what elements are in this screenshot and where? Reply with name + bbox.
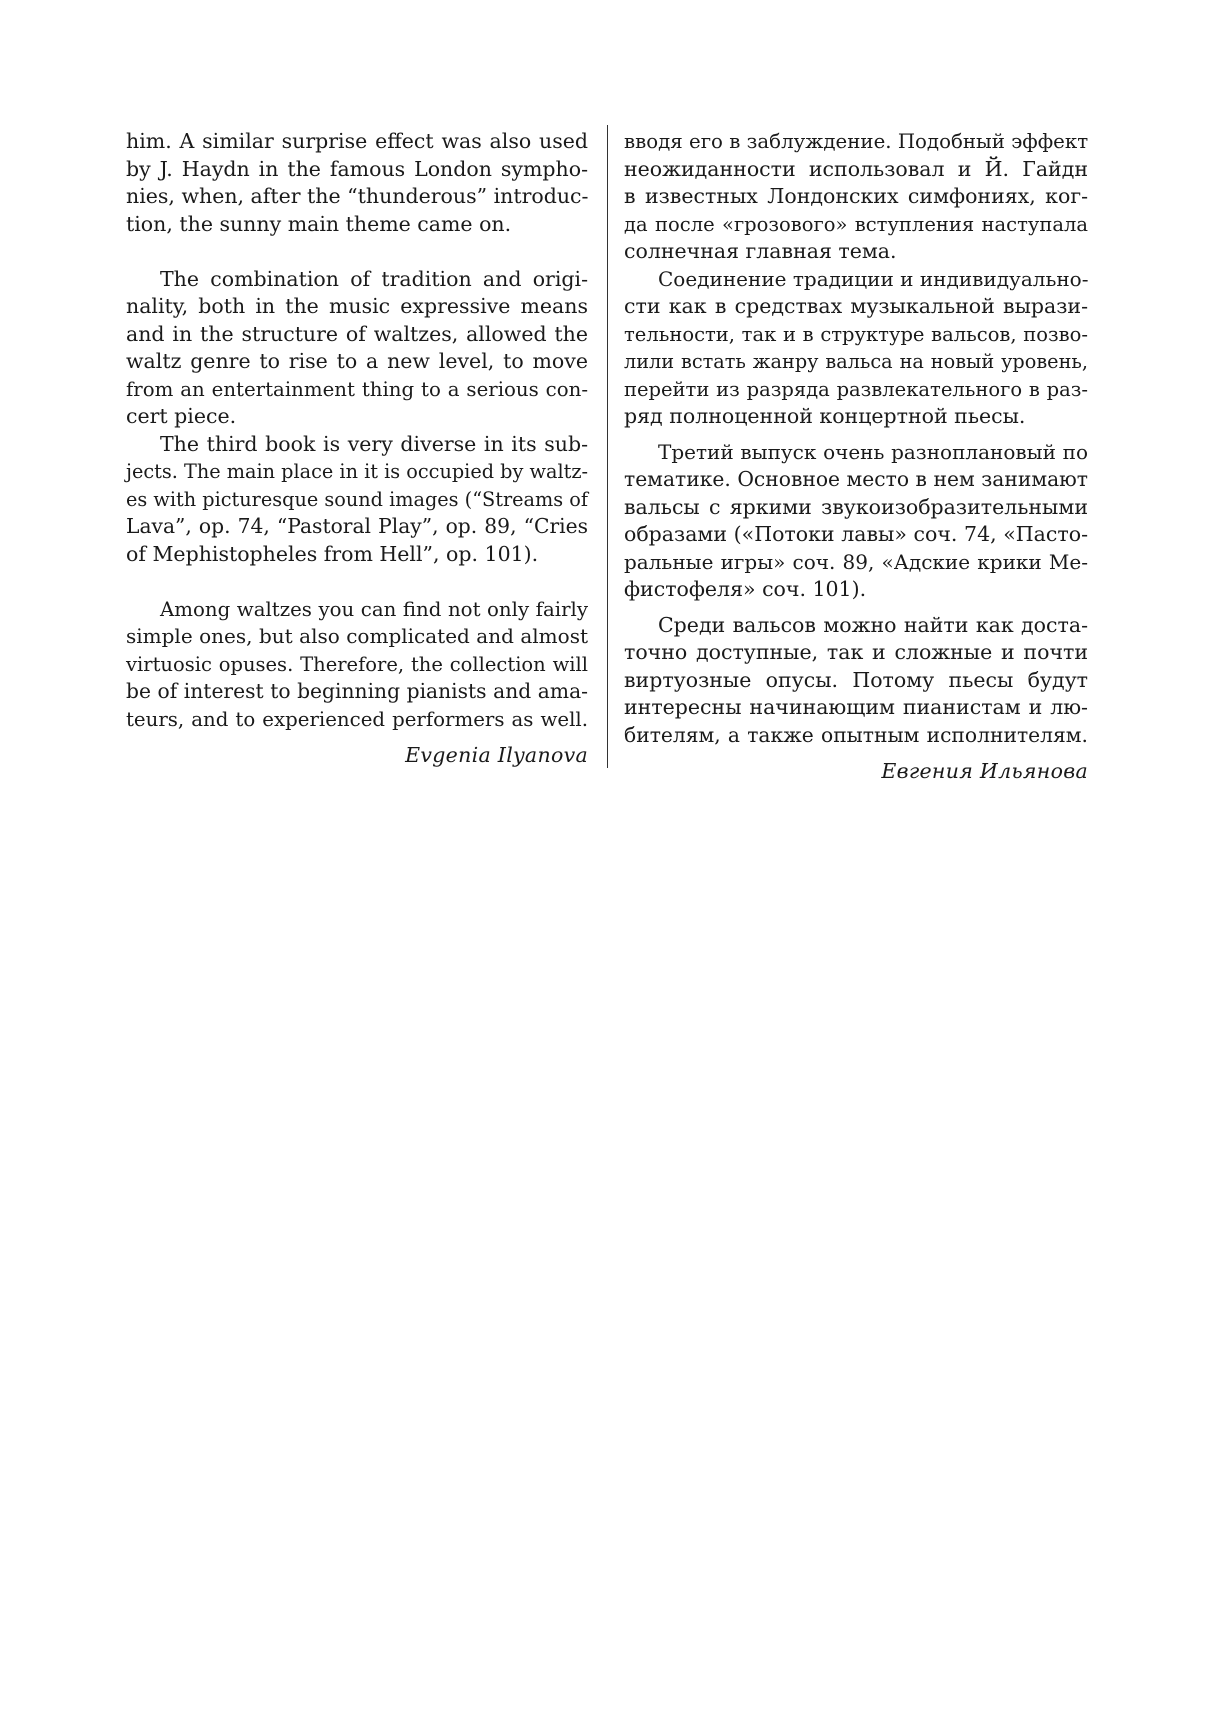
text-line: him. A similar surprise effect was also used: [126, 129, 588, 153]
english-paragraph-3: [126, 431, 588, 569]
text-line: The third book is very diverse in its sub-: [160, 431, 588, 456]
text-line: nality, both in the music expressive means: [126, 294, 588, 318]
text-line: by J. Haydn in the famous London sympho-: [126, 156, 588, 181]
russian-paragraph-2: [624, 266, 1088, 431]
text-line: nies, when, after the “thunderous” introduc-: [126, 184, 589, 208]
english-paragraph-1: [126, 128, 588, 238]
text-line: Lava”, op. 74, “Pastoral Play”, op. 89, “Cries: [126, 514, 588, 538]
russian-column: [624, 128, 1088, 786]
russian-paragraph-1: [624, 128, 1088, 266]
text-line: солнечная главная тема.: [624, 239, 897, 263]
text-line: jects. The main place in it is occupied by waltz-: [126, 460, 588, 483]
text-line: teurs, and to experienced performers as well.: [126, 707, 588, 731]
text-line: бителям, а также опытным исполнителям.: [624, 722, 1088, 747]
text-line: and in the structure of waltzes, allowed the: [126, 321, 588, 346]
russian-paragraph-3: [624, 439, 1088, 604]
text-line: перейти из разряда развлекательного в раз-: [624, 377, 1088, 401]
text-line: сти как в средствах музыкальной вырази-: [624, 294, 1088, 318]
text-line: be of interest to beginning pianists and ama-: [126, 679, 588, 703]
text-line: фистофеля» соч. 101).: [624, 577, 867, 601]
text-line: Among waltzes you can find not only fairly: [160, 597, 588, 621]
english-paragraph-2: [126, 266, 588, 431]
text-line: Третий выпуск очень разноплановый по: [658, 439, 1088, 464]
english-column: [126, 128, 588, 770]
text-line: cert piece.: [126, 404, 237, 428]
text-line: образами («Потоки лавы» соч. 74, «Пасто-: [624, 522, 1088, 546]
text-line: from an entertainment thing to a serious con-: [126, 377, 588, 401]
text-line: ряд полноценной концертной пьесы.: [624, 404, 1026, 428]
text-line: тематике. Основное место в нем занимают: [624, 467, 1088, 491]
text-line: waltz genre to rise to a new level, to move: [126, 349, 588, 373]
text-line: virtuosic opuses. Therefore, the collection will: [126, 652, 588, 676]
text-line: tion, the sunny main theme came on.: [126, 211, 512, 236]
text-line: вводя его в заблуждение. Подобный эффект: [624, 130, 1089, 153]
russian-signature: Евгения Ильянова: [881, 759, 1088, 783]
russian-paragraph-4: [624, 612, 1088, 750]
text-line: Среди вальсов можно найти как доста-: [658, 612, 1088, 637]
text-line: точно доступные, так и сложные и почти: [624, 640, 1088, 664]
english-signature: Evgenia Ilyanova: [405, 743, 588, 767]
text-line: simple ones, but also complicated and almost: [126, 624, 588, 648]
text-line: тельности, так и в структуре вальсов, позво-: [624, 322, 1088, 346]
text-line: в известных Лондонских симфониях, ког-: [624, 184, 1088, 208]
text-line: Соединение традиции и индивидуально-: [658, 266, 1089, 291]
text-line: ральные игры» соч. 89, «Адские крики Ме-: [624, 549, 1088, 574]
text-line: лили встать жанру вальса на новый уровень,: [624, 350, 1088, 373]
text-line: интересны начинающим пианистам и лю-: [624, 695, 1088, 719]
text-line: es with picturesque sound images (“Streams of: [126, 487, 588, 511]
text-line: неожиданности использовал и Й. Гайдн: [624, 156, 1088, 181]
text-line: да после «грозового» вступления наступала: [624, 212, 1088, 236]
text-line: The combination of tradition and origi-: [160, 266, 588, 291]
text-line: of Mephistopheles from Hell”, op. 101).: [126, 541, 539, 566]
column-divider: [607, 125, 608, 768]
text-line: вальсы с яркими звукоизобразительными: [624, 494, 1088, 519]
text-line: виртуозные опусы. Потому пьесы будут: [624, 667, 1088, 692]
english-paragraph-4: [126, 596, 588, 734]
